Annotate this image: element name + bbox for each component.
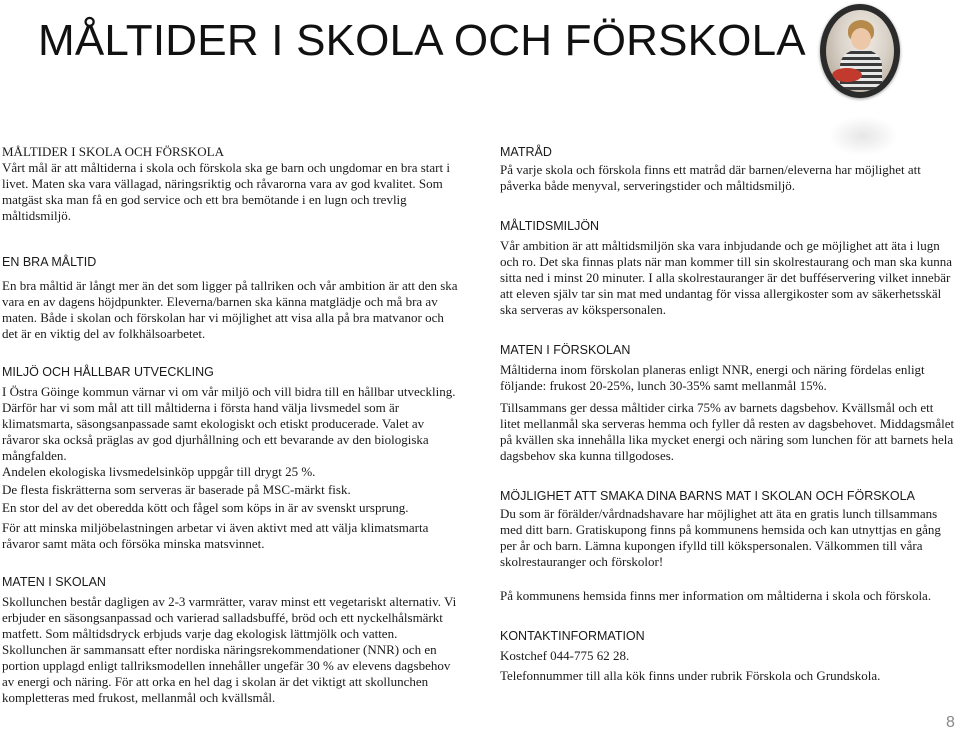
right-column xyxy=(500,144,955,684)
intro-heading: MÅLTIDER I SKOLA OCH FÖRSKOLA xyxy=(2,144,224,159)
meal-text xyxy=(2,278,460,342)
preschool-food-text-2: Tillsammans ger dessa måltider cirka 75% av barnets dagsbehov. Kvällsmål och ett litet mellanmål ska serveras hemma och fyller då resten av dagsbehovet. Middagsmålet på kvällen ska innehålla lika mycket energi och näring som lunchen för att barnets hela dagsbehov ska kunna tillgodoses. xyxy=(500,400,955,463)
preschool-food-heading: MATEN I FÖRSKOLAN xyxy=(500,343,631,357)
environment-text-3: De flesta fiskrätterna som serveras är baserade på MSC-märkt fisk. xyxy=(2,482,351,497)
food-council-heading: MATRÅD xyxy=(500,145,552,159)
food-council-text: På varje skola och förskola finns ett matråd där barnen/eleverna har möjlighet att påverka både menyval, serveringstider och måltidsmiljö. xyxy=(500,162,921,193)
contact-phone: Kostchef 044-775 62 28. xyxy=(500,648,630,663)
page-title: MÅLTIDER I SKOLA OCH FÖRSKOLA xyxy=(38,16,806,65)
environment-text-5: För att minska miljöbelastningen arbetar vi även aktivt med att välja klimatsmarta råvaror samt mäta och försöka minska matsvinnet. xyxy=(2,520,429,551)
meal-environment-heading: MÅLTIDSMILJÖN xyxy=(500,219,600,233)
environment-text-2: Andelen ekologiska livsmedelsinköp uppgår till drygt 25 %. xyxy=(2,464,316,479)
more-info-text: På kommunens hemsida finns mer information om måltiderna i skola och förskola. xyxy=(500,588,932,603)
meal-text-3: Både i skolan och förskolan har vi möjlighet att visa alla på bra matvanor och det är en viktig del av folkhälsoarbetet. xyxy=(2,310,444,341)
environment-text-4: En stor del av det oberedda kött och fågel som köps in är av svenskt ursprung. xyxy=(2,500,409,515)
meal-environment-text: Vår ambition är att måltidsmiljön ska vara inbjudande och ge möjlighet att äta i lugn och ro. Det ska finnas plats när man kommer till sin skolrestaurang och man ska kunna sitta ned i minst 20 minuter. I alla skolrestauranger är det bufféservering vilket innebär att eleven själv tar sin mat med undantag för vissa allergikoster som av säkerhetsskäl ska serveras av kökspersonalen. xyxy=(500,238,953,317)
taste-food-text: Du som är förälder/vårdnadshavare har möjlighet att äta en gratis lunch tillsammans med ditt barn. Gratiskupong finns på kommunens hemsida och kan utnyttjas en gång per år och barn. Lämna kupongen ifylld till kökspersonalen. Välkommen till våra skolrestauranger och förskolor! xyxy=(500,506,941,569)
environment-heading: MILJÖ OCH HÅLLBAR UTVECKLING xyxy=(2,365,214,379)
school-food-heading: MATEN I SKOLAN xyxy=(2,575,106,589)
taste-food-heading: MÖJLIGHET ATT SMAKA DINA BARNS MAT I SKOLAN OCH FÖRSKOLA xyxy=(500,489,915,503)
child-eating-photo xyxy=(820,4,900,98)
environment-text-1: I Östra Göinge kommun värnar vi om vår miljö och vill bidra till en hållbar utveckling. Därför har vi som mål att till måltiderna i första hand välja livsmedel som är klimatsmarta, säsongsanpassade samt ekologiskt och etiskt producerade. Valet av råvaror ska också präglas av god djurhållning och ett bevarande av den biologiska mångfalden. xyxy=(2,384,456,463)
intro-text: Vårt mål är att måltiderna i skola och förskola ska ge barn och ungdomar en bra start i livet. Maten ska vara vällagad, näringsriktig och råvarorna vara av god kvalitet. Som matgäst ska man få en god service och ett bra bemötande i en lugn och trevlig måltidsmiljö. xyxy=(2,160,450,223)
meal-heading: EN BRA MÅLTID xyxy=(2,255,97,269)
meal-text-1: En bra måltid är långt mer än det som ligger på tallriken och vår ambition är att den ska vara en av dagens höjdpunkter. xyxy=(2,278,458,309)
page-number: 8 xyxy=(946,714,955,731)
preschool-food-text-1: Måltiderna inom förskolan planeras enligt NNR, energi och näring fördelas enligt följande: frukost 20-25%, lunch 30-35% samt mellanmål 15%. xyxy=(500,362,925,393)
left-column xyxy=(2,144,460,706)
meal-text-2: Eleverna/barnen ska känna matglädje och må bra av maten. xyxy=(2,294,438,325)
contact-kitchens: Telefonnummer till alla kök finns under rubrik Förskola och Grundskola. xyxy=(500,668,881,683)
contact-heading: KONTAKTINFORMATION xyxy=(500,629,645,643)
school-food-text: Skollunchen består dagligen av 2-3 varmrätter, varav minst ett vegetariskt alternativ. Vi erbjuder en säsongsanpassad och varierad salladsbuffé, bröd och ett nyckelhålsmärkt matfett. Som måltidsdryck erbjuds varje dag ekologisk lättmjölk och vatten. Skollunchen är sammansatt efter nordiska näringsrekommendationer (NNR) och en portion upplagd enligt tallriksmodellen innehåller ungefär 30 % av elevens dagsbehov av energi och näring. För att orka en hel dag i skolan är det viktigt att skollunchen kompletteras med frukost, mellanmål och kvällsmål. xyxy=(2,594,457,705)
